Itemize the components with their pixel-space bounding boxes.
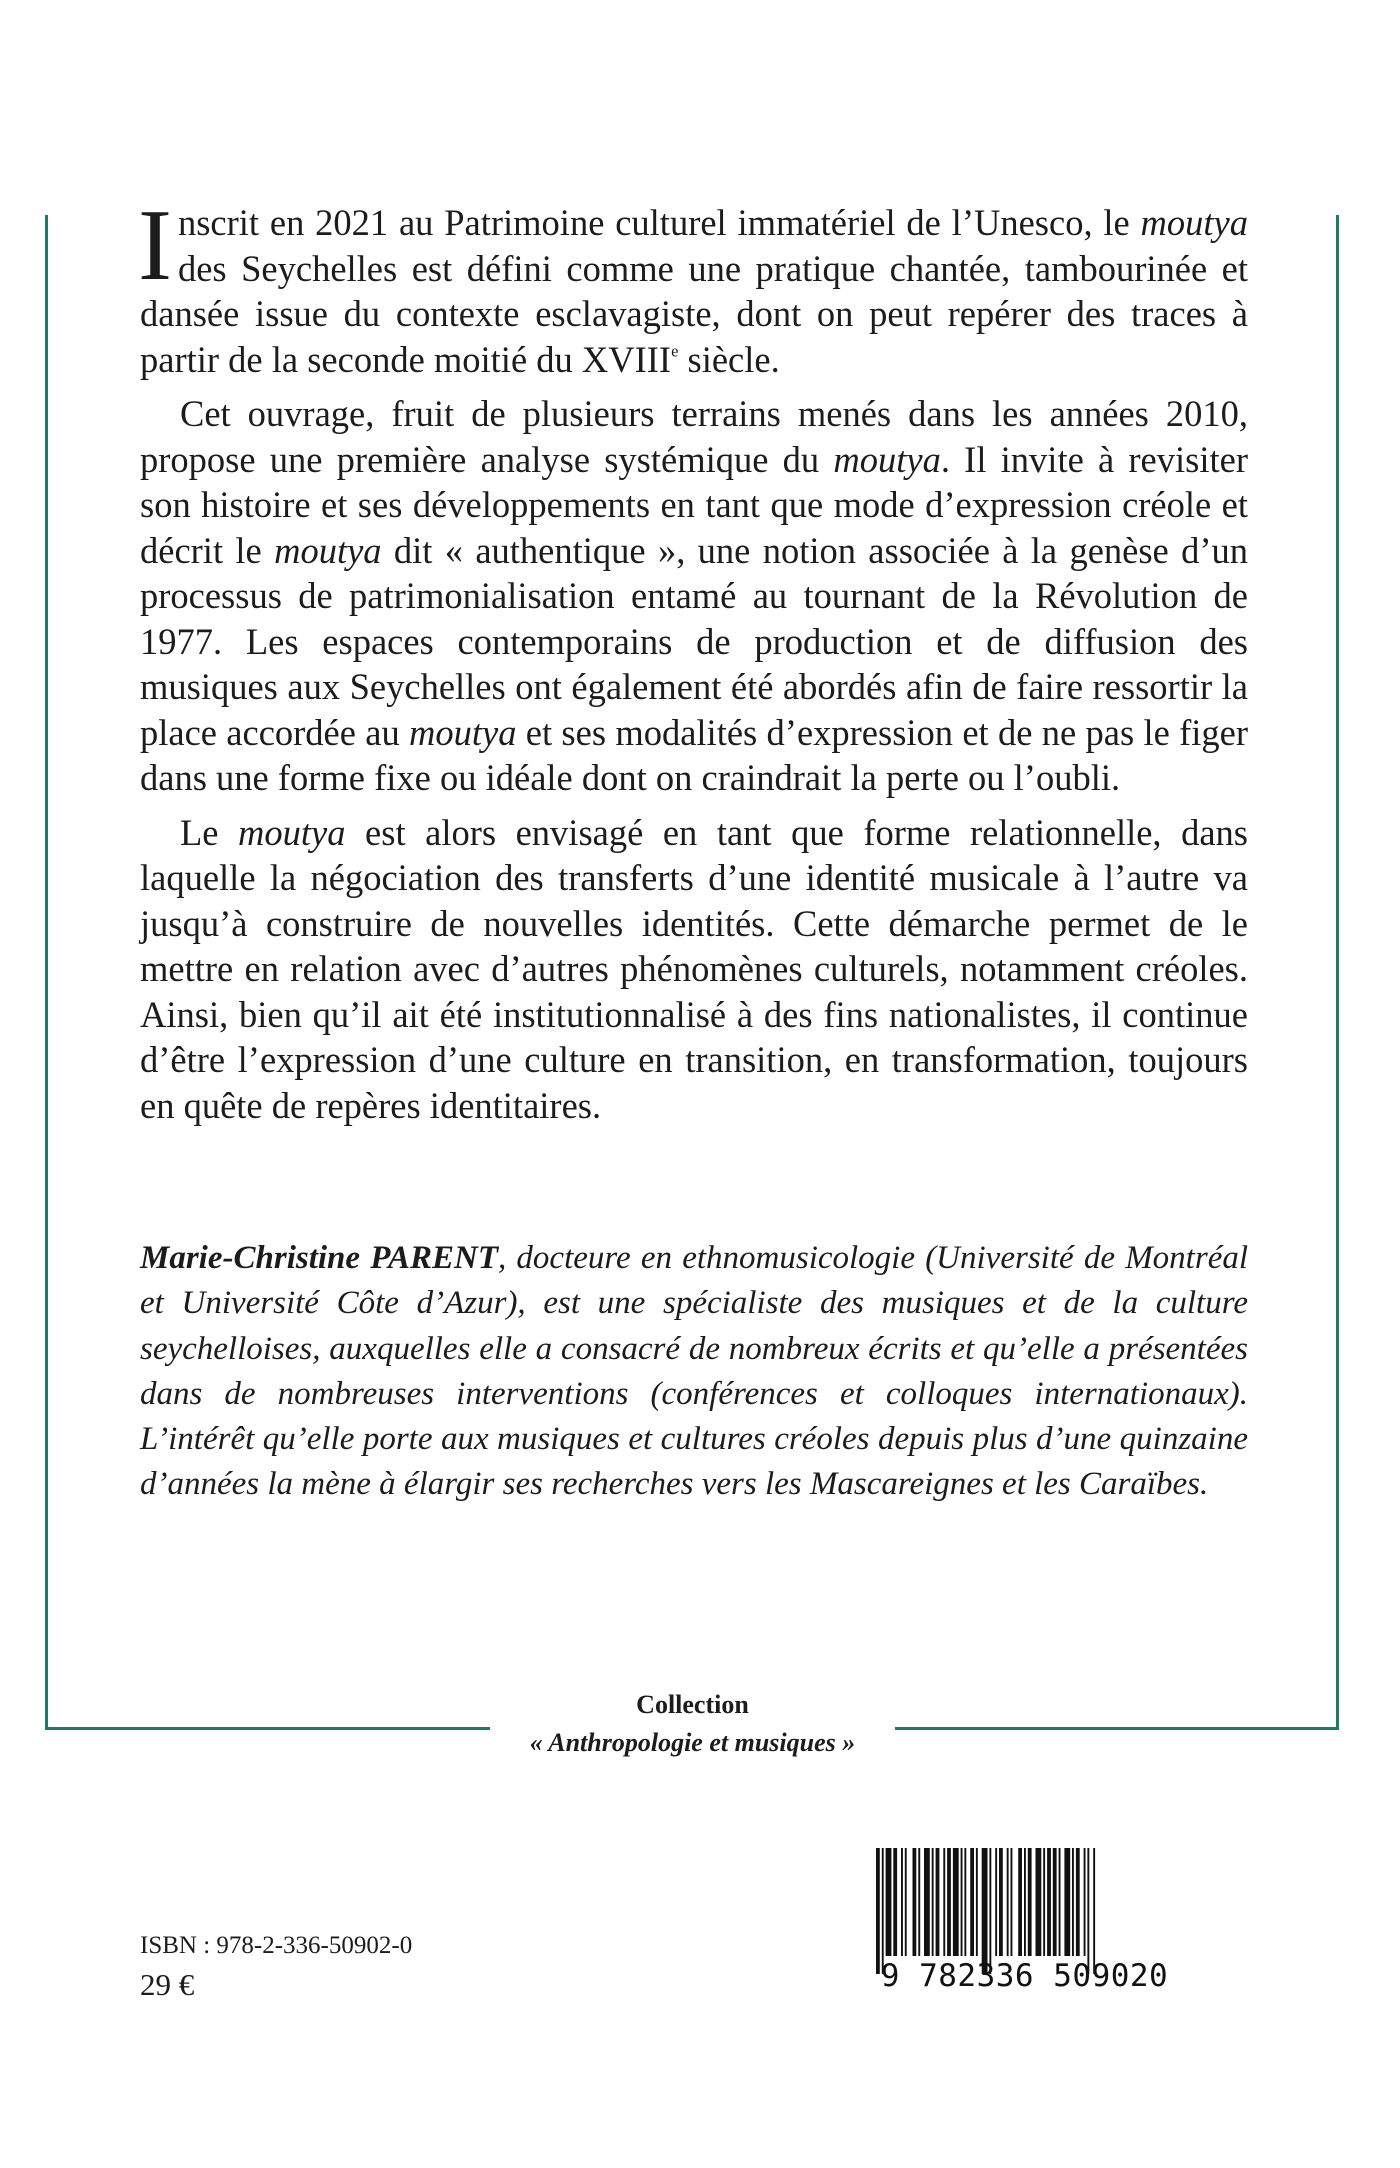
barcode-bar bbox=[1036, 1848, 1042, 1956]
barcode-bar bbox=[1024, 1848, 1026, 1956]
barcode-bar bbox=[943, 1848, 945, 1956]
barcode-bar bbox=[1076, 1848, 1080, 1956]
collection-series-title: « Anthropologie et musiques » bbox=[529, 1728, 856, 1757]
isbn-number: ISBN : 978-2-336-50902-0 bbox=[140, 1932, 413, 1959]
author-bio-text: , docteure en ethnomusicologie (Université de Montréal et Université Côte d’Azur), est une spécialiste des musiques et de la culture seychelloises, auxquelles elle a consacré de nombreux écrits et qu’elle a présentées dans de nombreuses interventions (conférences et colloques internationaux). L’intérêt qu’elle porte aux musiques et cultures créoles depuis plus d’une quinzaine d’années la mène à élargir ses recherches vers les Mascareignes et les Caraïbes. bbox=[140, 1240, 1249, 1503]
blurb-paragraph-2: Cet ouvrage, fruit de plusieurs terrains menés dans les années 2010, propose une première analyse systémique du moutya. Il invite à revisiter son histoire et ses développements en tant que mode d’expression créole et décrit le moutya dit « authentique », une notion associée à la genèse d’un processus de patrimonialisation entamé au tournant de la Révolution de 1977. Les espaces contemporains de production et de diffusion des musiques aux Seychelles ont également été abordés afin de faire ressortir la place accordée au moutya et ses modalités d’expression et de ne pas le figer dans une forme fixe ou idéale dont on craindrait la perte ou l’oubli. bbox=[140, 393, 1248, 798]
back-cover-blurb bbox=[138, 189, 1249, 1137]
barcode-bar bbox=[886, 1848, 892, 1956]
frame-left-rule bbox=[45, 215, 48, 1730]
barcode-bar bbox=[1011, 1848, 1013, 1956]
barcode-digits: 9 782336 509020 bbox=[880, 1958, 1169, 1994]
barcode-bar bbox=[1028, 1848, 1032, 1956]
barcode-bar bbox=[1064, 1848, 1070, 1956]
collection-heading: Collection bbox=[636, 1690, 749, 1719]
barcode-bar bbox=[999, 1848, 1003, 1956]
barcode-bar bbox=[913, 1848, 917, 1956]
barcode-bar bbox=[893, 1848, 897, 1956]
barcode-bar bbox=[1053, 1848, 1057, 1956]
barcode-bar bbox=[947, 1848, 951, 1956]
author-name: Marie-Christine PARENT bbox=[140, 1240, 498, 1276]
frame-bottom-left-rule bbox=[45, 1727, 490, 1730]
author-bio bbox=[140, 1236, 1248, 1508]
blurb-paragraph-3: Le moutya est alors envisagé en tant que forme relationnelle, dans laquelle la négociation des transferts d’une identité musicale à l’autre va jusqu’à construire de nouvelles identités. Cette démarche permet de le mettre en relation avec d’autres phénomènes culturels, notamment créoles. Ainsi, bien qu’il ait été institutionnalisé à des fins nationalistes, il continue d’être l’expression d’une culture en transition, en transformation, toujours en quête de repères identitaires. bbox=[140, 811, 1249, 1126]
barcode-bar bbox=[901, 1848, 903, 1956]
price: 29 € bbox=[140, 1967, 195, 2002]
barcode-bar bbox=[1043, 1848, 1045, 1956]
frame-bottom-right-rule bbox=[895, 1727, 1339, 1730]
barcode-bar bbox=[918, 1848, 920, 1956]
barcode-bar bbox=[936, 1848, 940, 1956]
barcode-bar bbox=[905, 1848, 907, 1956]
barcode-bar bbox=[1059, 1848, 1061, 1956]
barcode-bar bbox=[970, 1848, 974, 1956]
barcode-bar bbox=[1072, 1848, 1074, 1956]
drop-cap: I bbox=[138, 189, 172, 302]
barcode-bar bbox=[932, 1848, 934, 1956]
barcode-bar bbox=[976, 1848, 978, 1956]
collection-label bbox=[440, 1686, 945, 1762]
blurb-paragraph-1: Inscrit en 2021 au Patrimoine culturel immatériel de l’Unesco, le moutya des Seychelles est défini comme une pratique chantée, tambourinée et dansée issue du contexte esclavagiste, dont on peut repérer des traces à partir de la seconde moitié du XVIIIe siècle. bbox=[138, 189, 1248, 380]
frame-right-rule bbox=[1336, 215, 1339, 1730]
barcode-bar bbox=[1007, 1848, 1009, 1956]
barcode-bar bbox=[953, 1848, 959, 1956]
barcode-bar bbox=[961, 1848, 963, 1956]
barcode-bar bbox=[1084, 1848, 1086, 1956]
barcode-bar bbox=[964, 1848, 966, 1956]
barcode-bar bbox=[1047, 1848, 1051, 1956]
barcode-bar bbox=[1018, 1848, 1022, 1956]
barcode-bar bbox=[995, 1848, 997, 1956]
barcode-bar bbox=[924, 1848, 930, 1956]
